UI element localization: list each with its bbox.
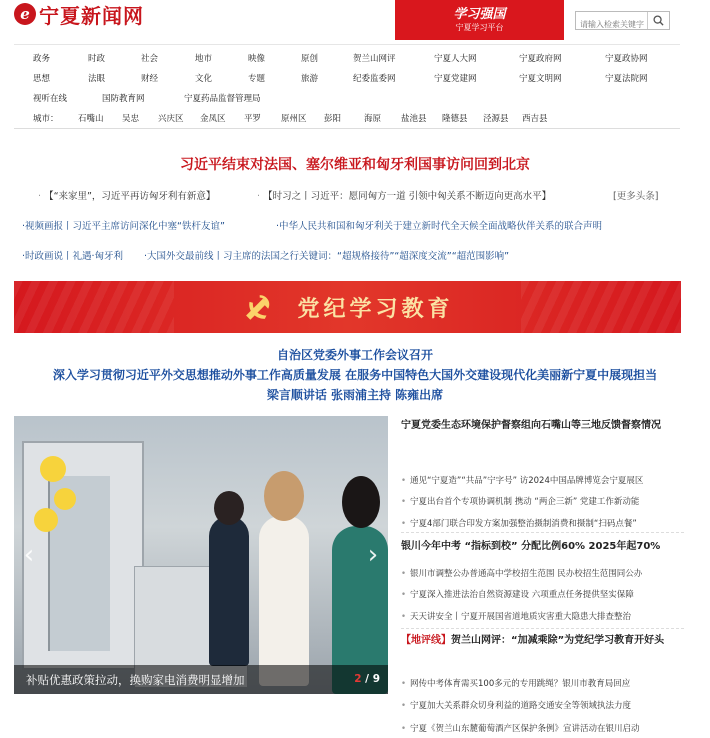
- nav-item[interactable]: 宁夏文明网: [519, 74, 562, 84]
- nav-item[interactable]: 国防教育网: [102, 94, 145, 104]
- logo-mark: e: [14, 3, 36, 25]
- city-item[interactable]: 泾源县: [483, 114, 509, 124]
- search-button[interactable]: [647, 12, 669, 29]
- city-bar: [14, 108, 680, 129]
- nav-item[interactable]: 宁夏政府网: [519, 54, 562, 64]
- party-emblem-icon: [241, 290, 275, 324]
- city-item[interactable]: 彭阳: [324, 114, 342, 124]
- main-headline[interactable]: 习近平结束对法国、塞尔维亚和匈牙利国事访问回到北京: [180, 157, 530, 173]
- header-divider: [14, 44, 680, 45]
- banner-title: 党纪学习教育: [297, 295, 454, 322]
- nav-item[interactable]: 宁夏政协网: [605, 54, 648, 64]
- slide-next-arrow-icon[interactable]: ›: [367, 540, 379, 570]
- nav-item[interactable]: 地市: [195, 54, 213, 64]
- nav-item[interactable]: 宁夏人大网: [434, 54, 477, 64]
- news-item[interactable]: • 银川市调整公办普通高中学校招生范围 民办校招生范围同公办: [401, 567, 684, 579]
- news-heading-3-tag: 【地评线】: [401, 635, 451, 646]
- city-item[interactable]: 兴庆区: [158, 114, 184, 124]
- nav-item[interactable]: 旅游: [301, 74, 319, 84]
- xuexi-title: 学习强国: [453, 7, 506, 22]
- news-item[interactable]: • 宁夏加大关系群众切身利益的道路交通安全等领域执法力度: [401, 699, 684, 711]
- city-item[interactable]: 盐池县: [401, 114, 427, 124]
- nav-item[interactable]: 宁夏药品监督管理局: [184, 94, 261, 104]
- logo-text: 宁夏新闻网: [39, 3, 144, 28]
- news-heading-1[interactable]: 宁夏党委生态环境保护督察组向石嘴山等三地反馈督察情况: [401, 420, 661, 431]
- related-line-2a: ·视频画报丨习近平主席访问深化中塞“铁杆友谊”: [22, 221, 225, 232]
- nav-item[interactable]: 法眼: [88, 74, 106, 84]
- city-item[interactable]: 金凤区: [200, 114, 226, 124]
- nav-item[interactable]: 政务: [33, 54, 51, 64]
- nav-item[interactable]: 社会: [141, 54, 159, 64]
- related-line-1a: · 【“来家里”，习近平再访匈牙利有新意】: [38, 191, 216, 202]
- slide-counter: [354, 673, 380, 685]
- nav-item[interactable]: 财经: [141, 74, 159, 84]
- city-item[interactable]: 石嘴山: [78, 114, 104, 124]
- search-icon: [653, 15, 664, 26]
- search-box: [575, 11, 670, 30]
- nav-item[interactable]: 时政: [88, 54, 106, 64]
- news-item[interactable]: • 宁夏《贺兰山东麓葡萄酒产区保护条例》宣讲活动在银川启动: [401, 722, 684, 734]
- city-item[interactable]: 原州区: [281, 114, 307, 124]
- news-item[interactable]: • 宁夏4部门联合印发方案加强整治摄制消费和摄制“扫码点餐”: [401, 517, 684, 529]
- nav-item[interactable]: 原创: [301, 54, 319, 64]
- blue-headline-2[interactable]: 深入学习贯彻习近平外交思想推动外事工作高质量发展 在服务中国特色大国外交建设现代化美丽新宁夏中展现担当: [52, 368, 658, 382]
- nav-item[interactable]: 贺兰山网评: [353, 54, 396, 64]
- blue-headline-1[interactable]: 自治区党委外事工作会议召开: [276, 348, 433, 362]
- party-discipline-banner[interactable]: [14, 281, 681, 333]
- related-link[interactable]: 【“来家里”，习近平再访匈牙利有新意】: [44, 191, 216, 202]
- news-heading-3[interactable]: [401, 631, 681, 651]
- related-link[interactable]: 大国外交最前线丨习主席的法国之行关键词：“超规格接待”“超深度交流”“超范围影响”: [147, 251, 510, 262]
- slide-separator: /: [361, 673, 373, 685]
- site-logo[interactable]: [14, 0, 144, 28]
- news-heading-3-title: 贺兰山网评：“加减乘除”为党纪学习教育开好头: [451, 635, 665, 646]
- news-item[interactable]: • 天天讲安全丨宁夏开展国省道地质灾害重大隐患大排查整治: [401, 610, 684, 622]
- related-line-3a: ·时政画说丨礼遇·匈牙利: [22, 251, 124, 262]
- news-heading-2[interactable]: 银川今年中考 “指标到校” 分配比例60% 2025年起70%: [401, 541, 661, 552]
- city-item[interactable]: 西吉县: [522, 114, 548, 124]
- news-item[interactable]: • 宁夏深入推进法治自然资源建设 六项重点任务提供坚实保障: [401, 588, 684, 600]
- slide-caption-bar: [14, 665, 388, 694]
- related-line-2b: ·中华人民共和国和匈牙利关于建立新时代全天候全面战略伙伴关系的联合声明: [276, 221, 603, 232]
- news-item[interactable]: • 网传中考体育需买100多元的专用跳绳？银川市教育局回应: [401, 677, 684, 689]
- related-link[interactable]: 中华人民共和国和匈牙利关于建立新时代全天候全面战略伙伴关系的联合声明: [279, 221, 603, 232]
- search-input[interactable]: [576, 16, 650, 33]
- xuexi-qiangguo-banner[interactable]: [395, 0, 564, 40]
- photo-slideshow[interactable]: [14, 416, 388, 694]
- nav-item[interactable]: 专题: [248, 74, 266, 84]
- related-line-1b: · 【时习之丨习近平：愿同匈方一道 引领中匈关系不断迈向更高水平】: [257, 191, 552, 202]
- city-item[interactable]: 海原: [364, 114, 382, 124]
- nav-item[interactable]: 宁夏党建网: [434, 74, 477, 84]
- more-headlines-link[interactable]: [更多头条]: [613, 191, 659, 202]
- related-link[interactable]: 视频画报丨习近平主席访问深化中塞“铁杆友谊”: [25, 221, 225, 232]
- news-item[interactable]: • 宁夏出台首个专项协调机制 携动 “两企三新” 党建工作新动能: [401, 495, 684, 507]
- slide-caption[interactable]: 补贴优惠政策拉动，换购家电消费明显增加: [26, 673, 245, 687]
- slide-total: 9: [372, 673, 380, 685]
- xuexi-subtitle: 宁夏学习平台: [455, 23, 504, 32]
- nav-item[interactable]: 视听在线: [33, 94, 68, 104]
- blue-headline-3[interactable]: 梁言顺讲话 张雨浦主持 陈雍出席: [266, 388, 444, 402]
- related-line-3b: ·大国外交最前线丨习主席的法国之行关键词：“超规格接待”“超深度交流”“超范围影响”: [144, 251, 510, 262]
- nav-item[interactable]: 文化: [195, 74, 213, 84]
- nav-item[interactable]: 思想: [33, 74, 51, 84]
- city-item[interactable]: 隆德县: [442, 114, 468, 124]
- city-label: 城市：: [33, 114, 59, 124]
- nav-item[interactable]: 映像: [248, 54, 266, 64]
- city-item[interactable]: 平罗: [244, 114, 262, 124]
- city-item[interactable]: 吴忠: [122, 114, 140, 124]
- nav-item[interactable]: 纪委监委网: [353, 74, 396, 84]
- slide-current: 2: [354, 673, 362, 685]
- related-link[interactable]: 时政画说丨礼遇·匈牙利: [25, 251, 124, 262]
- slide-prev-arrow-icon[interactable]: ‹: [23, 540, 35, 570]
- nav-item[interactable]: 宁夏法院网: [605, 74, 648, 84]
- news-item[interactable]: • 通见“宁夏造”“共品”宁字号” 访2024中国品牌博览会宁夏展区: [401, 474, 684, 486]
- related-link[interactable]: 【时习之丨习近平：愿同匈方一道 引领中匈关系不断迈向更高水平】: [263, 191, 552, 202]
